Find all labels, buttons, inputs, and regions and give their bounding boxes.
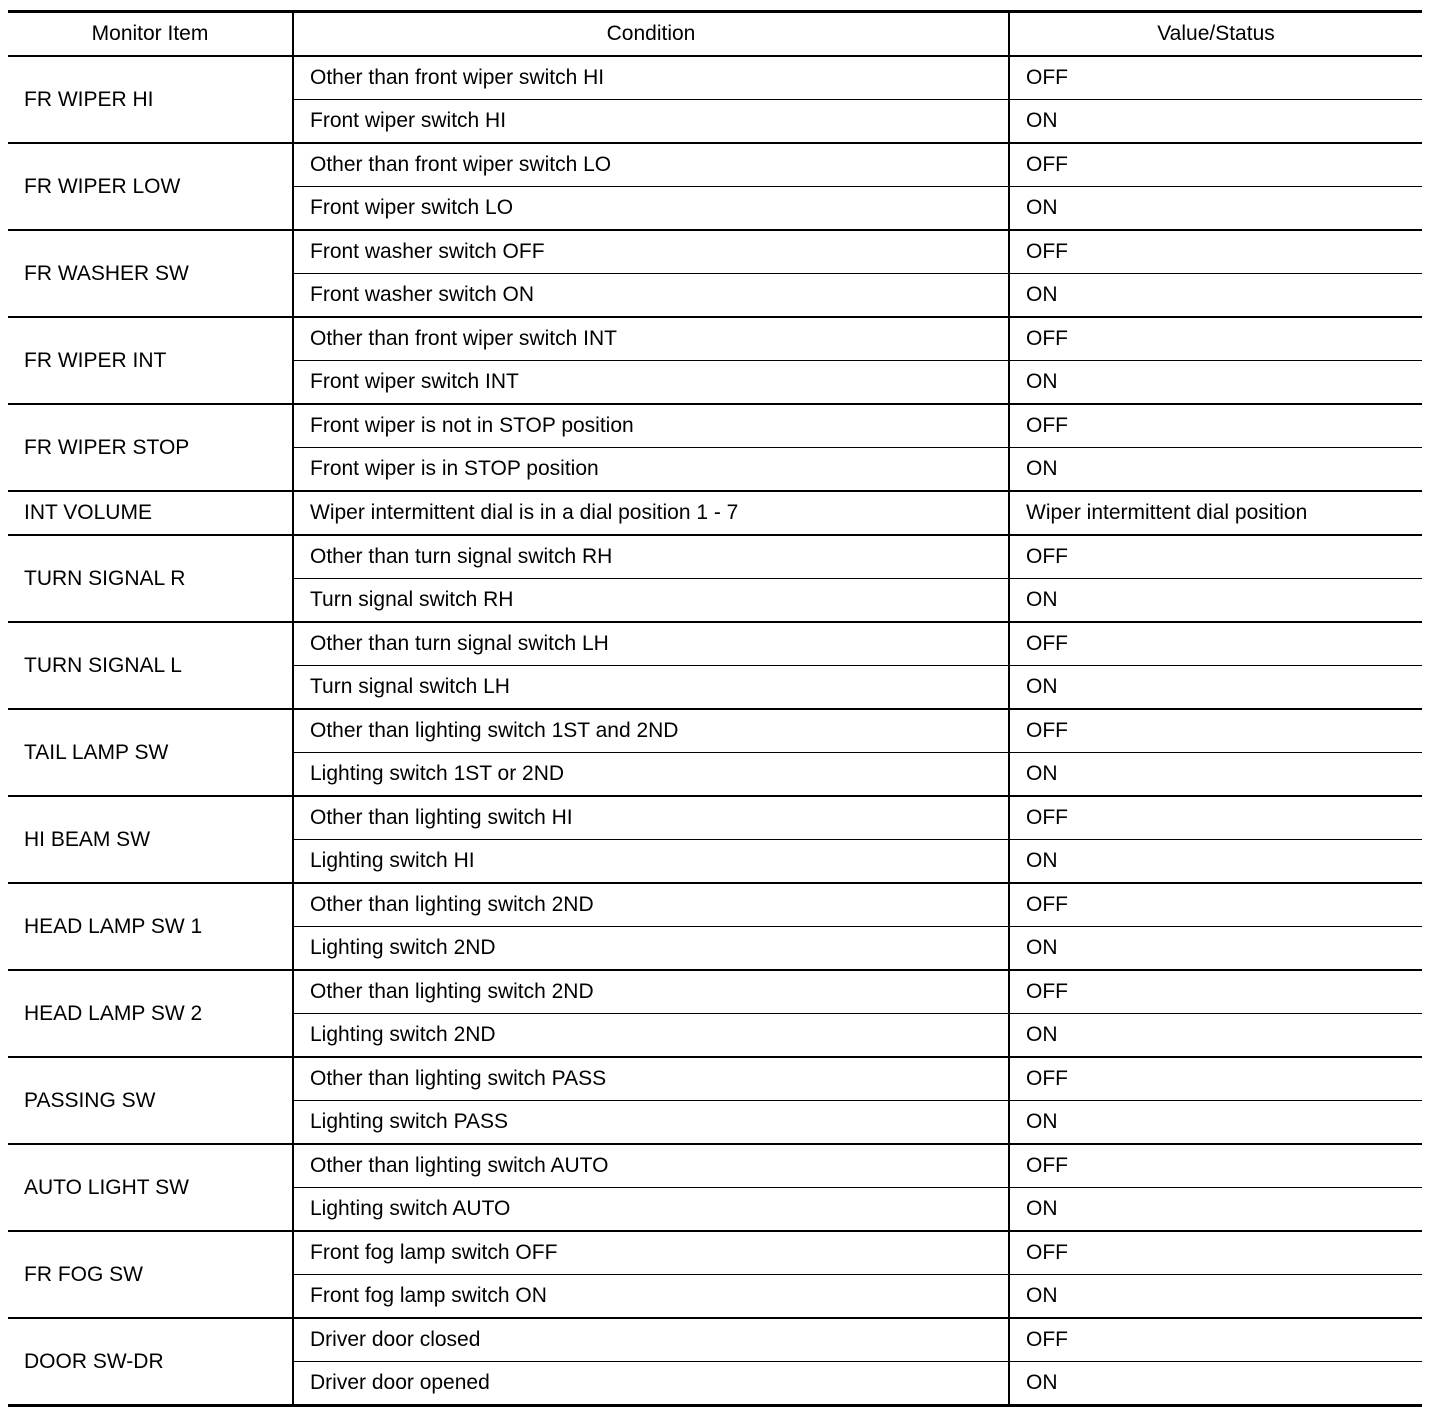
value-status-cell: ON	[1009, 927, 1422, 971]
condition-cell: Front washer switch OFF	[293, 230, 1009, 274]
condition-cell: Front wiper switch INT	[293, 361, 1009, 405]
condition-cell: Lighting switch AUTO	[293, 1188, 1009, 1232]
monitor-item-cell: PASSING SW	[8, 1057, 293, 1144]
header-value-status: Value/Status	[1009, 12, 1422, 57]
condition-cell: Front fog lamp switch ON	[293, 1275, 1009, 1319]
monitor-item-cell: HEAD LAMP SW 2	[8, 970, 293, 1057]
condition-cell: Front wiper is not in STOP position	[293, 404, 1009, 448]
monitor-item-cell: FR WIPER LOW	[8, 143, 293, 230]
value-status-cell: ON	[1009, 1188, 1422, 1232]
monitor-item-cell: INT VOLUME	[8, 491, 293, 535]
value-status-cell: OFF	[1009, 1231, 1422, 1275]
value-status-cell: ON	[1009, 1014, 1422, 1058]
header-monitor-item: Monitor Item	[8, 12, 293, 57]
monitor-item-cell: HEAD LAMP SW 1	[8, 883, 293, 970]
monitor-item-cell: FR WIPER STOP	[8, 404, 293, 491]
condition-cell: Other than front wiper switch INT	[293, 317, 1009, 361]
table-row	[8, 491, 1422, 535]
value-status-cell: OFF	[1009, 709, 1422, 753]
value-status-cell: ON	[1009, 1362, 1422, 1406]
table-row	[8, 1057, 1422, 1101]
monitor-item-cell: FR WASHER SW	[8, 230, 293, 317]
condition-cell: Front wiper switch LO	[293, 187, 1009, 231]
table-body	[8, 56, 1422, 1406]
condition-cell: Front wiper switch HI	[293, 100, 1009, 144]
monitor-table	[8, 10, 1422, 1407]
table-row	[8, 1231, 1422, 1275]
monitor-item-cell: TAIL LAMP SW	[8, 709, 293, 796]
value-status-cell: OFF	[1009, 143, 1422, 187]
condition-cell: Lighting switch PASS	[293, 1101, 1009, 1145]
value-status-cell: ON	[1009, 1101, 1422, 1145]
value-status-cell: OFF	[1009, 622, 1422, 666]
value-status-cell: ON	[1009, 448, 1422, 492]
monitor-item-cell: FR WIPER INT	[8, 317, 293, 404]
monitor-item-cell: TURN SIGNAL L	[8, 622, 293, 709]
value-status-cell: OFF	[1009, 796, 1422, 840]
header-condition: Condition	[293, 12, 1009, 57]
value-status-cell: ON	[1009, 361, 1422, 405]
monitor-item-cell: TURN SIGNAL R	[8, 535, 293, 622]
value-status-cell: OFF	[1009, 404, 1422, 448]
table-header-row	[8, 12, 1422, 57]
condition-cell: Lighting switch HI	[293, 840, 1009, 884]
condition-cell: Front wiper is in STOP position	[293, 448, 1009, 492]
value-status-cell: ON	[1009, 666, 1422, 710]
condition-cell: Lighting switch 1ST or 2ND	[293, 753, 1009, 797]
value-status-cell: OFF	[1009, 56, 1422, 100]
value-status-cell: OFF	[1009, 1318, 1422, 1362]
table-row	[8, 796, 1422, 840]
value-status-cell: OFF	[1009, 970, 1422, 1014]
table-row	[8, 535, 1422, 579]
condition-cell: Driver door closed	[293, 1318, 1009, 1362]
condition-cell: Front washer switch ON	[293, 274, 1009, 318]
value-status-cell: ON	[1009, 187, 1422, 231]
table-row	[8, 883, 1422, 927]
monitor-item-cell: FR WIPER HI	[8, 56, 293, 143]
condition-cell: Other than turn signal switch LH	[293, 622, 1009, 666]
condition-cell: Other than lighting switch AUTO	[293, 1144, 1009, 1188]
table-row	[8, 230, 1422, 274]
monitor-item-cell: HI BEAM SW	[8, 796, 293, 883]
monitor-item-cell: AUTO LIGHT SW	[8, 1144, 293, 1231]
table-row	[8, 970, 1422, 1014]
condition-cell: Front fog lamp switch OFF	[293, 1231, 1009, 1275]
value-status-cell: ON	[1009, 274, 1422, 318]
value-status-cell: OFF	[1009, 230, 1422, 274]
value-status-cell: ON	[1009, 753, 1422, 797]
condition-cell: Other than front wiper switch LO	[293, 143, 1009, 187]
condition-cell: Turn signal switch LH	[293, 666, 1009, 710]
condition-cell: Other than lighting switch 2ND	[293, 970, 1009, 1014]
condition-cell: Turn signal switch RH	[293, 579, 1009, 623]
table-row	[8, 709, 1422, 753]
value-status-cell: OFF	[1009, 317, 1422, 361]
value-status-cell: ON	[1009, 1275, 1422, 1319]
monitor-item-cell: FR FOG SW	[8, 1231, 293, 1318]
condition-cell: Other than lighting switch 1ST and 2ND	[293, 709, 1009, 753]
value-status-cell: OFF	[1009, 535, 1422, 579]
table-row	[8, 143, 1422, 187]
condition-cell: Other than lighting switch PASS	[293, 1057, 1009, 1101]
value-status-cell: ON	[1009, 579, 1422, 623]
table-row	[8, 56, 1422, 100]
value-status-cell: ON	[1009, 840, 1422, 884]
table-row	[8, 1144, 1422, 1188]
table-row	[8, 404, 1422, 448]
value-status-cell: Wiper intermittent dial position	[1009, 491, 1422, 535]
condition-cell: Other than lighting switch 2ND	[293, 883, 1009, 927]
value-status-cell: OFF	[1009, 883, 1422, 927]
table-row	[8, 1318, 1422, 1362]
condition-cell: Other than lighting switch HI	[293, 796, 1009, 840]
condition-cell: Lighting switch 2ND	[293, 1014, 1009, 1058]
monitor-item-cell: DOOR SW-DR	[8, 1318, 293, 1406]
table-row	[8, 317, 1422, 361]
value-status-cell: OFF	[1009, 1057, 1422, 1101]
condition-cell: Other than turn signal switch RH	[293, 535, 1009, 579]
table-row	[8, 622, 1422, 666]
condition-cell: Driver door opened	[293, 1362, 1009, 1406]
value-status-cell: OFF	[1009, 1144, 1422, 1188]
condition-cell: Lighting switch 2ND	[293, 927, 1009, 971]
condition-cell: Other than front wiper switch HI	[293, 56, 1009, 100]
condition-cell: Wiper intermittent dial is in a dial position 1 - 7	[293, 491, 1009, 535]
value-status-cell: ON	[1009, 100, 1422, 144]
